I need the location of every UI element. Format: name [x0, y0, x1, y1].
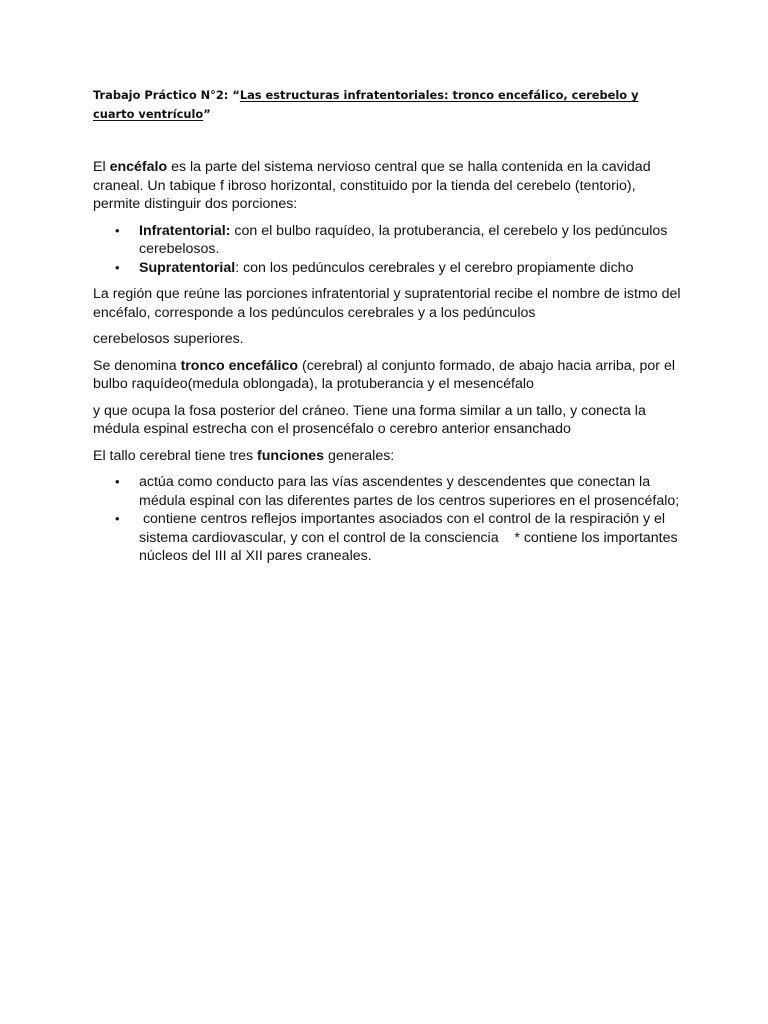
portions-list	[93, 222, 683, 278]
list-item-text: con el bulbo raquídeo, la protuberancia, el cerebelo y los pedúnculos cerebelosos.	[139, 222, 668, 257]
paragraph-cerebelosos: cerebelosos superiores.	[93, 331, 244, 347]
paragraph-tronco	[93, 357, 683, 394]
bullet-icon: •	[115, 474, 120, 489]
list-item-conducto	[93, 473, 683, 510]
bullet-icon: •	[115, 259, 120, 275]
list-item-text: contiene centros reflejos importantes asociados con el control de la respiración y el sistema cardiovascular, y con el control de la consciencia * contiene los importantes núcleos del III al XII pares craneales.	[139, 511, 682, 564]
list-item-term: Supratentorial	[139, 259, 236, 276]
functions-list	[93, 473, 683, 566]
p1-text-a: El	[93, 159, 110, 175]
list-item-supratentorial	[93, 259, 683, 278]
title-underlined: Las estructuras infratentoriales: tronco encefálico, cerebelo y cuarto ventrículo	[93, 88, 639, 121]
p4-text-a: Se denomina	[93, 357, 181, 374]
list-item-infratentorial	[93, 222, 683, 259]
p6-text-a: El tallo cerebral tiene tres	[93, 447, 258, 464]
list-item-term: Infratentorial:	[139, 222, 231, 239]
list-item-text: : con los pedúnculos cerebrales y el cerebro propiamente dicho	[235, 259, 634, 276]
p4-bold-term: tronco encefálico	[180, 357, 299, 374]
p6-bold-term: funciones	[257, 447, 325, 464]
bullet-icon: •	[115, 222, 120, 238]
paragraph-fosa: y que ocupa la fosa posterior del cráneo. Tiene una forma similar a un tallo, y conecta la médula espinal estrecha con el prosencéfalo o cerebro anterior ensanchado	[93, 402, 646, 437]
list-item-centros-reflejos	[93, 510, 683, 566]
title-suffix: ”	[203, 107, 211, 121]
p1-text-c: es la parte del sistema nervioso central que se halla contenida en la cavidad craneal. Un tabique f ibroso horizontal, constituido por la tienda del cerebelo (tentorio), permite distinguir dos porciones:	[93, 159, 651, 212]
p4-text-c: (cerebral) al conjunto formado, de abajo hacia arriba, por el bulbo raquídeo(medula oblongada), la protuberancia y el mesencéfalo	[93, 357, 676, 392]
title-prefix: Trabajo Práctico N°2: “	[93, 88, 240, 102]
paragraph-istmo: La región que reúne las porciones infratentorial y supratentorial recibe el nombre de istmo del encéfalo, corresponde a los pedúnculos cerebrales y a los pedúnculos	[93, 286, 681, 321]
document-body	[93, 158, 683, 566]
p1-bold-term: encéfalo	[109, 159, 168, 175]
p6-text-c: generales:	[324, 447, 395, 464]
document-title	[93, 86, 653, 124]
paragraph-encefalo	[93, 158, 683, 214]
paragraph-funciones	[93, 447, 683, 466]
list-item-text: actúa como conducto para las vías ascendentes y descendentes que conectan la médula espinal con las diferentes partes de los centros superiores en el prosencéfalo;	[139, 474, 680, 509]
bullet-icon: •	[115, 511, 120, 526]
